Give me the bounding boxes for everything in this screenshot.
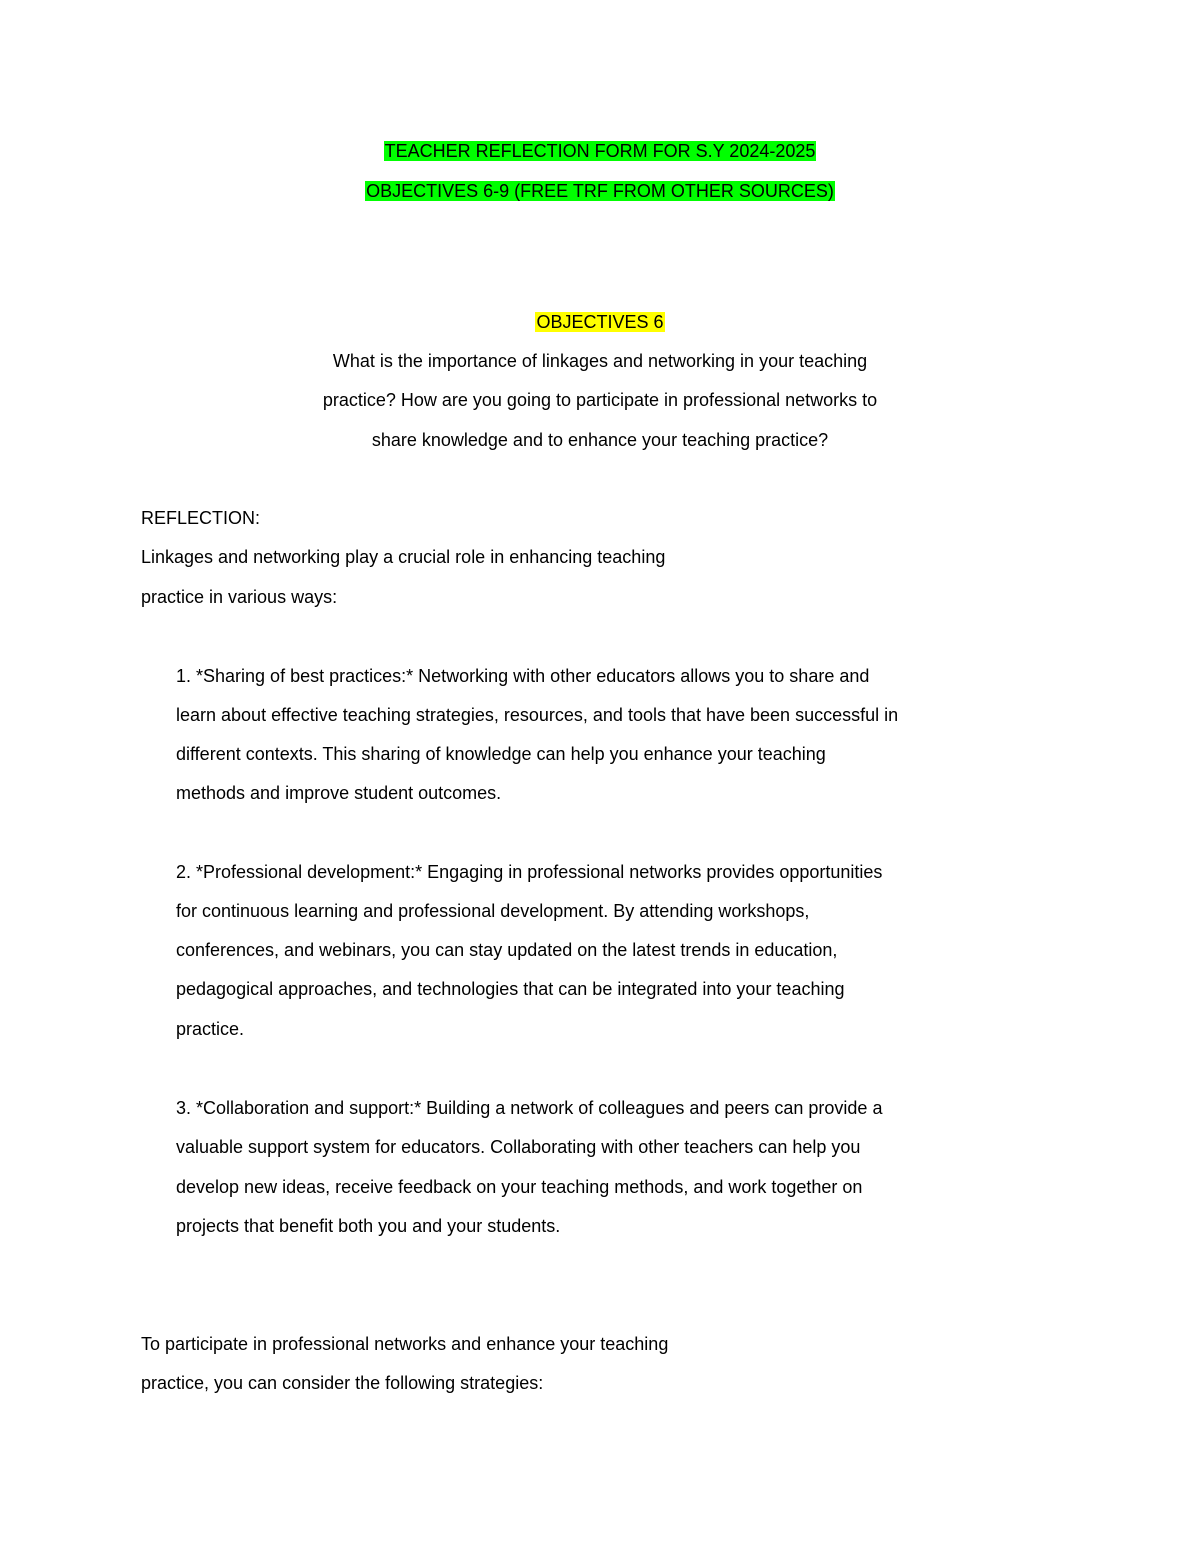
reflection-intro-line: Linkages and networking play a crucial role in enhancing teaching	[141, 547, 666, 567]
point-3-line: projects that benefit both you and your students.	[176, 1216, 561, 1236]
question-line: practice? How are you going to participate in professional networks to	[322, 390, 878, 410]
point-2-line: conferences, and webinars, you can stay updated on the latest trends in education,	[176, 940, 838, 960]
closing-line: practice, you can consider the following strategies:	[141, 1373, 544, 1393]
point-3-line: develop new ideas, receive feedback on your teaching methods, and work together on	[176, 1177, 863, 1197]
point-1-line: methods and improve student outcomes.	[176, 783, 502, 803]
point-2-line: practice.	[176, 1019, 245, 1039]
question-line: What is the importance of linkages and networking in your teaching	[332, 351, 868, 371]
closing-line: To participate in professional networks and enhance your teaching	[141, 1334, 669, 1354]
point-3-line: 3. *Collaboration and support:* Building a network of colleagues and peers can provide a	[176, 1098, 883, 1118]
reflection-label: REFLECTION:	[141, 508, 261, 528]
subtitle-line	[0, 180, 1200, 202]
document-title: TEACHER REFLECTION FORM FOR S.Y 2024-2025	[384, 141, 816, 161]
objective-heading: OBJECTIVES 6	[536, 312, 664, 332]
point-3-line: valuable support system for educators. Collaborating with other teachers can help you	[176, 1137, 861, 1157]
point-2-line: for continuous learning and professional development. By attending workshops,	[176, 901, 810, 921]
point-1-line: different contexts. This sharing of knowledge can help you enhance your teaching	[176, 744, 826, 764]
objective-heading-line	[0, 311, 1200, 333]
point-2-line: pedagogical approaches, and technologies that can be integrated into your teaching	[176, 979, 845, 999]
document-subtitle: OBJECTIVES 6-9 (FREE TRF FROM OTHER SOURCES)	[366, 181, 834, 201]
point-1-line: 1. *Sharing of best practices:* Networking with other educators allows you to share and	[176, 666, 870, 686]
reflection-intro-line: practice in various ways:	[141, 587, 338, 607]
title-line	[0, 140, 1200, 162]
point-2-line: 2. *Professional development:* Engaging in professional networks provides opportunities	[176, 862, 883, 882]
point-1-line: learn about effective teaching strategies, resources, and tools that have been successful in	[176, 705, 899, 725]
question-line: share knowledge and to enhance your teaching practice?	[371, 430, 829, 450]
